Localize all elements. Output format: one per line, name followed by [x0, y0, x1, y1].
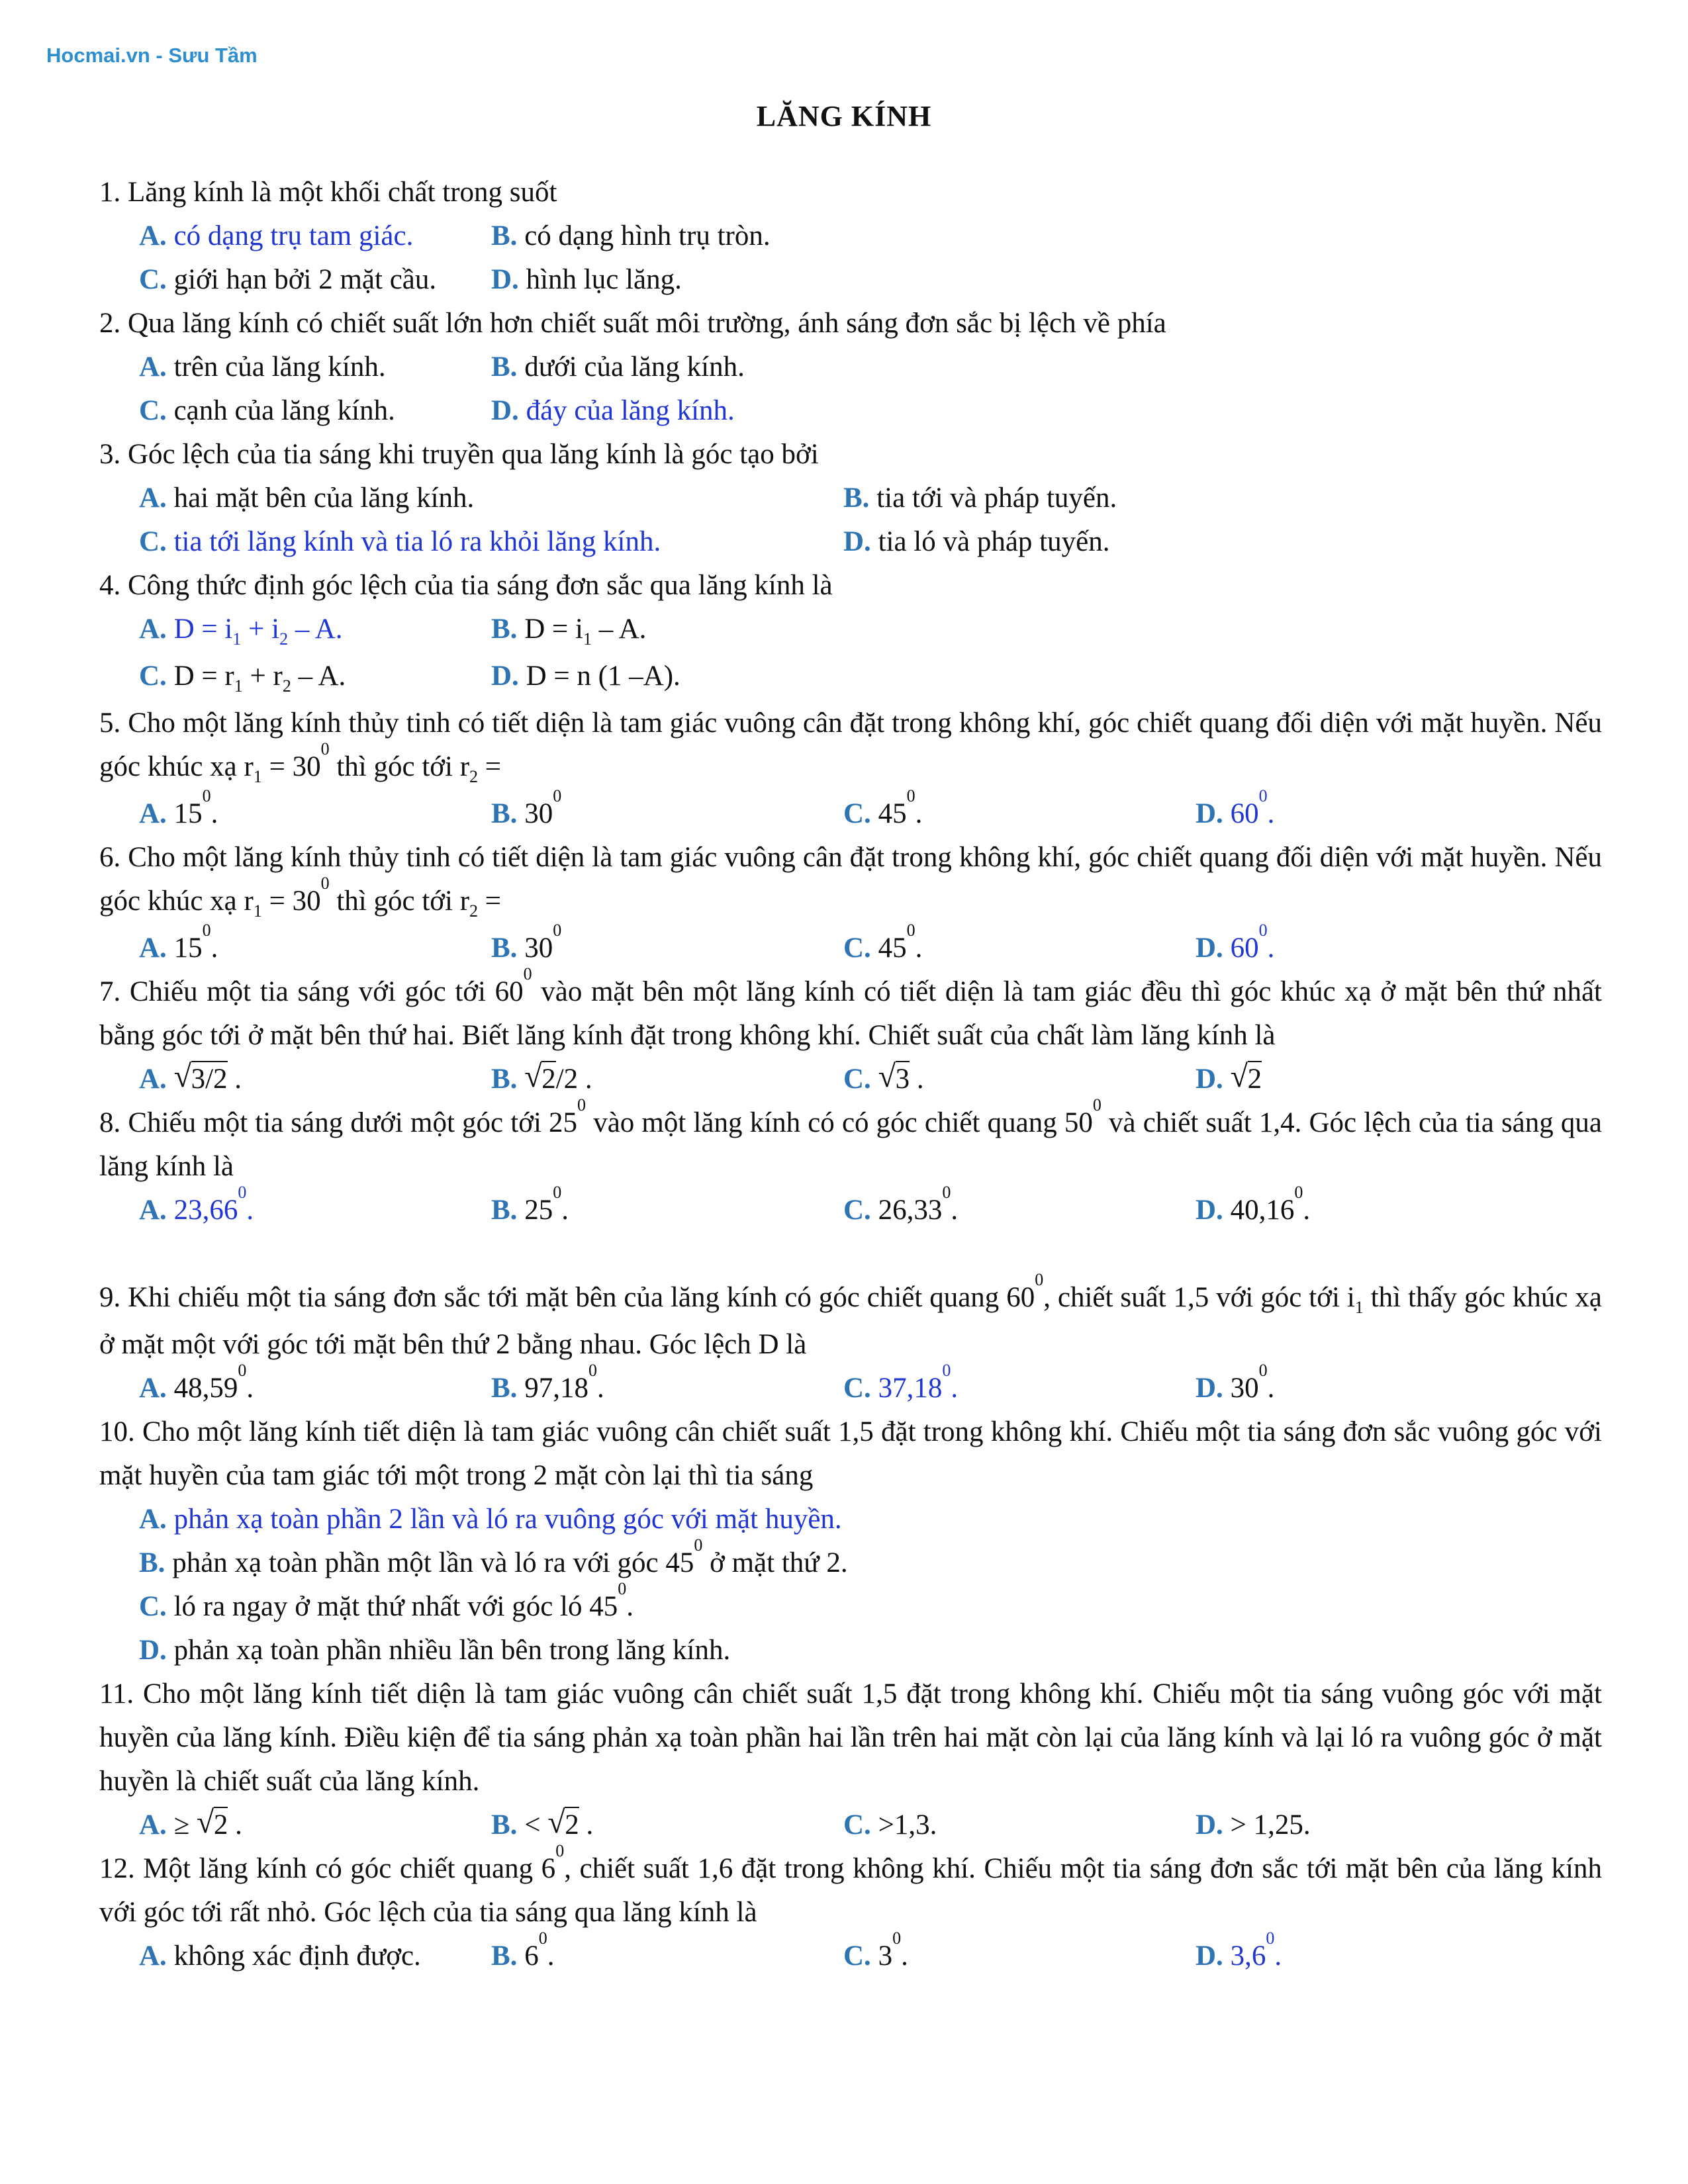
option-d: D. > 1,25. — [1196, 1809, 1311, 1841]
option-d: D. 40,16$^0$. — [1196, 1183, 1311, 1226]
option-a: A. hai mặt bên của lăng kính. — [139, 482, 475, 514]
option-c: C. $D = r_1 + r_2 - A$. — [139, 660, 346, 696]
options-row — [99, 608, 1602, 655]
options-row — [99, 477, 1602, 520]
option-b: B. $25^0$. — [491, 1183, 569, 1226]
option-c: C. 26,33$^0$. — [843, 1183, 959, 1226]
option-b: B. 97,18$^0$. — [491, 1361, 604, 1404]
option-d: D. hình lục lăng. — [491, 264, 682, 295]
option-a: A. có dạng trụ tam giác. — [139, 220, 414, 251]
option-a: A. 23,66$^0$. — [139, 1183, 254, 1226]
option-d: D. $60^0$. — [1196, 921, 1275, 964]
option-a: A. ≥ √ 2 . — [139, 1803, 491, 1847]
options-row — [99, 655, 1602, 702]
option-b: B. phản xạ toàn phần một lần và ló ra với góc $45^0$ ở mặt thứ 2. — [139, 1535, 848, 1578]
option-d: D. đáy của lăng kính. — [491, 395, 735, 426]
option-c: C. cạnh của lăng kính. — [139, 395, 395, 426]
option-c: C. $3^0$. — [843, 1929, 908, 1972]
option-b: B. < √ 2 . — [491, 1803, 843, 1847]
options-row — [99, 345, 1602, 389]
option-b: B. dưới của lăng kính. — [491, 351, 745, 383]
option-c: C. $45^0$. — [843, 786, 923, 829]
option-d: D. phản xạ toàn phần nhiều lần bên trong lăng kính. — [139, 1635, 731, 1666]
sqrt-symbol: √ 2 — [197, 1803, 228, 1847]
options-row — [99, 214, 1602, 258]
option-a: A. phản xạ toàn phần 2 lần và ló ra vuông góc với mặt huyền. — [139, 1504, 842, 1535]
options-row — [99, 258, 1602, 302]
question-10: 10. Cho một lăng kính tiết diện là tam giác vuông cân chiết suất 1,5 đặt trong không khí. Chiếu một tia sáng đơn sắc vuông góc với mặt huyền của tam giác tới một trong 2 mặt còn lại thì tia sáng — [99, 1416, 1602, 1491]
option-b: B. có dạng hình trụ tròn. — [491, 220, 771, 251]
option-b: B. $30^0$ — [491, 786, 562, 829]
options-row — [99, 1183, 1602, 1232]
options-row — [99, 786, 1602, 836]
option-d: D. √ 2 — [1196, 1058, 1548, 1101]
question-5: 5. Cho một lăng kính thủy tinh có tiết diện là tam giác vuông cân đặt trong không khí, góc chiết quang đối diện với mặt huyền. Nếu góc khúc xạ $r_1 = 30^0$ thì góc tới $r_2$ = — [99, 707, 1602, 786]
source-header: Hocmai.vn - Sưu Tầm — [46, 44, 258, 67]
option-b: B. √ 2/2 . — [491, 1058, 843, 1101]
option-d: D. tia ló và pháp tuyến. — [843, 526, 1110, 557]
sqrt-symbol: √ 2 — [547, 1803, 579, 1847]
question-9: 9. Khi chiếu một tia sáng đơn sắc tới mặt bên của lăng kính có góc chiết quang $60^0$, chiết suất 1,5 với góc tới $i_1$ thì thấy góc khúc xạ ở mặt một với góc tới mặt bên thứ 2 bằng nhau. Góc lệch D là — [99, 1270, 1603, 1360]
option-d: D. $30^0$. — [1196, 1361, 1275, 1404]
page-title: LĂNG KÍNH — [756, 100, 932, 132]
sqrt-symbol: √ 3 — [878, 1058, 910, 1101]
sqrt-symbol: √ 3/2 — [174, 1058, 228, 1101]
options-row — [99, 1929, 1602, 1978]
question-4: 4. Công thức định góc lệch của tia sáng đơn sắc qua lăng kính là — [99, 570, 833, 601]
question-list — [99, 171, 1602, 1978]
question-3: 3. Góc lệch của tia sáng khi truyền qua lăng kính là góc tạo bởi — [99, 439, 819, 470]
option-d: D. $60^0$. — [1196, 786, 1275, 829]
option-a: A. không xác định được. — [139, 1940, 421, 1972]
options-row — [99, 921, 1602, 970]
question-11: 11. Cho một lăng kính tiết diện là tam giác vuông cân chiết suất 1,5 đặt trong không khí. Chiếu một tia sáng vuông góc với mặt huyền của lăng kính. Điều kiện để tia sáng phản xạ toàn phần hai lần trên hai mặt còn lại của lăng kính và lại ló ra vuông góc ở mặt huyền là chiết suất của lăng kính. — [99, 1678, 1602, 1797]
sqrt-symbol: √ 2 — [524, 1058, 556, 1101]
options-row — [99, 389, 1602, 433]
question-8: 8. Chiếu một tia sáng dưới một góc tới $25^0$ vào một lăng kính có có góc chiết quang $50^0$ và chiết suất 1,4. Góc lệch của tia sáng qua lăng kính là — [99, 1095, 1602, 1182]
question-12: 12. Một lăng kính có góc chiết quang $6^0$, chiết suất 1,6 đặt trong không khí. Chiếu một tia sáng đơn sắc tới mặt bên của lăng kính với góc tới rất nhỏ. Góc lệch của tia sáng qua lăng kính là — [99, 1841, 1602, 1928]
option-a: A. 48,59$^0$. — [139, 1361, 254, 1404]
option-a: A. $D = i_1 + i_2 - A$. — [139, 614, 343, 649]
option-c: C. ló ra ngay ở mặt thứ nhất với góc ló $45^0$. — [139, 1579, 633, 1622]
sqrt-symbol: √ 2 — [1231, 1058, 1262, 1101]
option-d: D. $3,6^0$. — [1196, 1929, 1282, 1972]
options-row — [99, 1361, 1602, 1410]
option-b: B. tia tới và pháp tuyến. — [843, 482, 1117, 514]
option-b: B. $6^0$. — [491, 1929, 555, 1972]
question-6: 6. Cho một lăng kính thủy tinh có tiết diện là tam giác vuông cân đặt trong không khí, góc chiết quang đối diện với mặt huyền. Nếu góc khúc xạ $r_1 = 30^0$ thì góc tới $r_2$ = — [99, 842, 1602, 921]
option-a: A. $15^0$. — [139, 921, 218, 964]
option-b: B. $30^0$ — [491, 921, 562, 964]
options-row — [99, 1058, 1602, 1101]
option-c: C. √ 3 . — [843, 1058, 1196, 1101]
option-a: A. √ 3/2 . — [139, 1058, 491, 1101]
option-c: C. giới hạn bởi 2 mặt cầu. — [139, 264, 437, 295]
option-c: C. $45^0$. — [843, 921, 923, 964]
option-a: A. $15^0$. — [139, 786, 218, 829]
option-c: C. tia tới lăng kính và tia ló ra khỏi lăng kính. — [139, 526, 661, 557]
question-7: 7. Chiếu một tia sáng với góc tới $60^0$ vào mặt bên một lăng kính có tiết diện là tam giác đều thì góc khúc xạ ở mặt bên thứ nhất bằng góc tới ở mặt bên thứ hai. Biết lăng kính đặt trong không khí. Chiết suất của chất làm lăng kính là — [99, 964, 1602, 1051]
question-1: 1. Lăng kính là một khối chất trong suốt — [99, 177, 557, 208]
question-2: 2. Qua lăng kính có chiết suất lớn hơn chiết suất môi trường, ánh sáng đơn sắc bị lệch về phía — [99, 308, 1166, 339]
option-b: B. $D = i_1 - A$. — [491, 614, 647, 649]
option-a: A. trên của lăng kính. — [139, 351, 386, 383]
spacer — [99, 1232, 1602, 1276]
options-row — [99, 520, 1602, 564]
option-c: C. 37,18$^0$. — [843, 1361, 959, 1404]
option-c: C. >1,3. — [843, 1809, 937, 1841]
option-d: D. D = n (1 –A). — [491, 660, 680, 692]
options-row — [99, 1803, 1602, 1847]
